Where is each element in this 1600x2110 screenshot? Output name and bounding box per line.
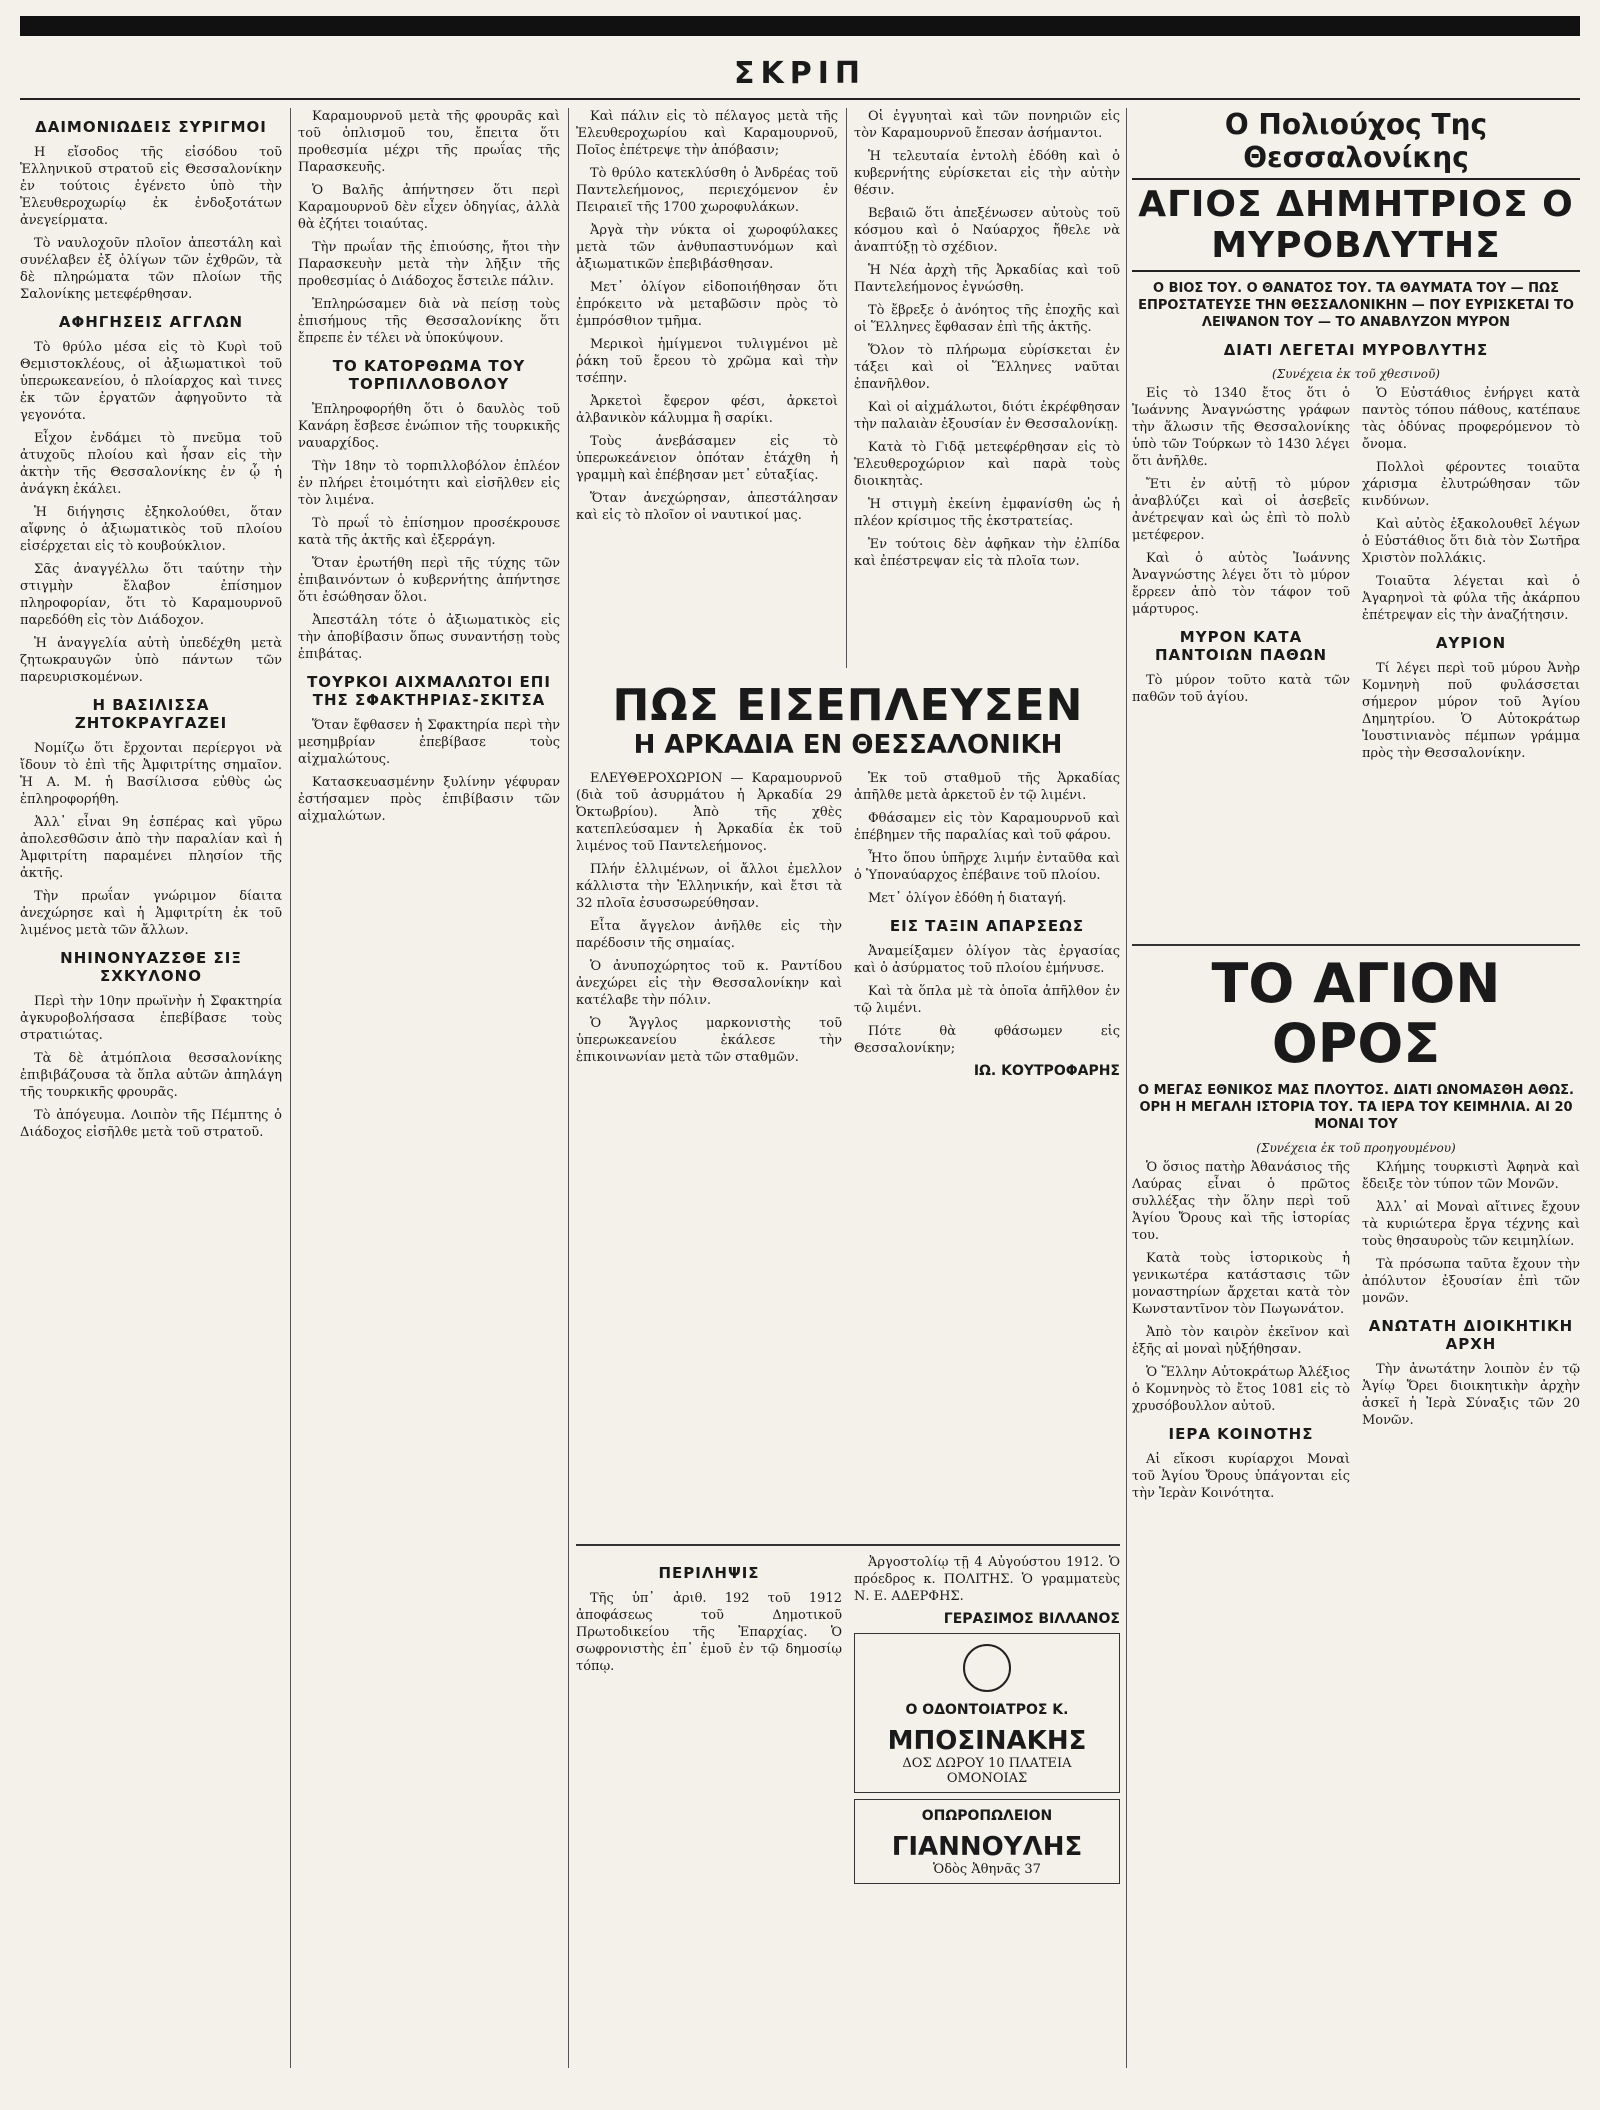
shop-ad (854, 1799, 1120, 1884)
athos-para: Τὰ πρόσωπα ταῦτα ἔχουν τὴν ἀπόλυτον ἐξουσίαν ἐπὶ τῶν μονῶν. (1362, 1257, 1580, 1306)
saint-title: Ο Πολιούχος Της Θεσσαλονίκης (1132, 108, 1580, 180)
col2-para: Τὴν πρωΐαν τῆς ἐπιούσης, ἤτοι τὴν Παρασκευὴν μετὰ τὴν λῆξιν τῆς προθεσμίας ὁ Διάδοχος ἔστειλε πάλιν. (298, 240, 560, 289)
col1-para: Ἀλλ᾽ εἶναι 9η ἑσπέρας καὶ γῦρω ἀπολεσθῶσιν ἀπὸ τὴν παραλίαν καὶ ἡ Ἀμφιτρίτη παραμένει πλησίον τῆς ἀκτῆς. (20, 815, 282, 881)
masthead-title: ΣΚΡΙΠ (734, 55, 866, 91)
column-separator (1126, 108, 1127, 2068)
column-4 (854, 108, 1120, 668)
masthead-rule (20, 98, 1580, 100)
top-dark-band (20, 16, 1580, 36)
athos-sub1-text: Τὴν ἀνωτάτην λοιπὸν ἐν τῷ Ἁγίῳ Ὄρει διοικητικὴν ἀρχὴν ἀσκεῖ ἡ Ἱερὰ Σύναξις τῶν 20 Μονῶν. (1362, 1362, 1580, 1428)
arkadia-right (854, 770, 1120, 1085)
col2-para: Τὴν 18ην τὸ τορπιλλοβόλον ἐπλέον ἐν πλήρει ἑτοιμότητι καὶ εἰσῆλθεν εἰς τὸν λιμένα. (298, 459, 560, 508)
col1-head-2: ΑΦΗΓΗΣΕΙΣ ΑΓΓΛΩΝ (58, 313, 244, 331)
col3-para: Ἀργὰ τὴν νύκτα οἱ χωροφύλακες μετὰ τῶν ἀνθυπαστυνόμων καὶ ἀξιωματικῶν ἐπεβιβάσθησαν. (576, 223, 838, 272)
arkadia-left (576, 770, 842, 1085)
col2-head-2: ΤΟΥΡΚΟΙ ΑΙΧΜΑΛΩΤΟΙ ΕΠΙ ΤΗΣ ΣΦΑΚΤΗΡΙΑΣ-ΣΚΙΤΣΑ (307, 673, 551, 709)
perilipsis-head: ΠΕΡΙΛΗΨΙΣ (658, 1564, 760, 1582)
col3-para: Ἀρκετοὶ ἔφερον φέσι, ἀρκετοὶ ἀλβανικὸν κάλυμμα ἢ σαρίκι. (576, 394, 838, 426)
col1-para: Ἡ διήγησις ἐξηκολούθει, ὅταν αἴφνης ὁ ἀξιωματικὸς τοῦ πλοίου εἰσέρχεται εἰς τὸ κουβούκλιον. (20, 505, 282, 554)
col1-para: Η εἴσοδος τῆς εἰσόδου τοῦ Ἑλληνικοῦ στρατοῦ εἰς Θεσσαλονίκην ἐν τούτοις ἐγένετο ὑπὸ τὴν Ἐλευθεροχωρίῳ ἐκ ἐνδοξοτάτων ἀνεγείρματα. (20, 145, 282, 228)
col4-para: Ἡ τελευταία ἐντολὴ ἐδόθη καὶ ὁ κυβερνήτης εὐρίσκεται εἰς τὴν αὐτὴν θέσιν. (854, 149, 1120, 198)
col1-para: Τὸ ναυλοχοῦν πλοῖον ἀπεστάλη καὶ συνέλαβεν ἐξ ὀλίγων τῶν ἐχθρῶν, τὰ δὲ πληρώματα τῶν πλοίων τῆς Σαλονίκης μετεφέρθησαν. (20, 236, 282, 302)
agion-oros-article (1132, 936, 1580, 2066)
col2-para: Ὅταν ἔφθασεν ἡ Σφακτηρία περὶ τὴν μεσημβρίαν ἐπεβίβασε τοὺς αἰχμαλώτους. (298, 718, 560, 767)
ads-right-text: Ἀργοστολίῳ τῇ 4 Αὐγούστου 1912. Ὁ πρόεδρος κ. ΠΟΛΙΤΗΣ. Ὁ γραμματεὺς Ν. Ε. ΑΔΕΡΦΗΣ. (854, 1555, 1120, 1604)
col4-para: Ὅλον τὸ πλήρωμα εὑρίσκεται ἐν τάξει καὶ οἱ Ἕλληνες ναῦται ἐπανῆλθον. (854, 343, 1120, 392)
athos-left (1132, 1159, 1350, 1508)
column-separator (568, 108, 569, 2068)
athos-caps: Ο ΜΕΓΑΣ ΕΘΝΙΚΟΣ ΜΑΣ ΠΛΟΥΤΟΣ. ΔΙΑΤΙ ΩΝΟΜΑΣΘΗ ΑΘΩΣ. ΟΡΗ Η ΜΕΓΑΛΗ ΙΣΤΟΡΙΑ ΤΟΥ. ΤΑ ΙΕΡΑ ΤΟΥ ΚΕΙΜΗΛΙΑ. ΑΙ 20 ΜΟΝΑΙ ΤΟΥ (1138, 1083, 1574, 1132)
shop-name: ΓΙΑΝΝΟΥΛΗΣ (891, 1832, 1083, 1862)
col3-para: Ὅταν ἀνεχώρησαν, ἀπεστάλησαν καὶ εἰς τὸ πλοῖον οἱ ναυτικοί μας. (576, 491, 838, 523)
saint-big-title: ΑΓΙΟΣ ΔΗΜΗΤΡΙΟΣ Ο ΜΥΡΟΒΛΥΤΗΣ (1132, 180, 1580, 272)
arkadia-para: Ἀναμείξαμεν ὀλίγον τὰς ἐργασίας καὶ ὁ ἀσύρματος τοῦ πλοίου ἐμήνυσε. (854, 944, 1120, 976)
arkadia-para: Εἶτα ἄγγελον ἀνῆλθε εἰς τὴν παρέδοσιν τῆς σημαίας. (576, 919, 842, 951)
arkadia-para: Φθάσαμεν εἰς τὸν Καραμουρνοῦ καὶ ἐπέβημεν τῆς παραλίας καὶ τοῦ φάρου. (854, 811, 1120, 843)
arkadia-para: Πλήν ἐλλιμένων, οἱ ἄλλοι ἐμελλον κάλλιστα τὴν Ἑλληνικήν, καὶ ἔτσι τὰ 32 πλοῖα ἐσυσσωρεύθησαν. (576, 862, 842, 911)
col1-para: Εἶχον ἐνδάμει τὸ πνεῦμα τοῦ ἀτυχοῦς πλοίου καὶ ἦσαν εἰς τὴν ἀκτὴν τῆς Θεσσαλονίκης ἐν ᾧ ἡ ἀνάγκη ἐκάλει. (20, 431, 282, 497)
arkadia-subheadline: Η ΑΡΚΑΔΙΑ ΕΝ ΘΕΣΣΑΛΟΝΙΚΗ (633, 730, 1063, 760)
col4-para: Βεβαιῶ ὅτι ἀπεξένωσεν αὐτοὺς τοῦ κόσμου καὶ ὁ Ναύαρχος ἤθελε νὰ ἀναπτύξῃ τὸ σχέδιον. (854, 206, 1120, 255)
col1-head-3: Η ΒΑΣΙΛΙΣΣΑ ΖΗΤΟΚΡΑΥΓΑΖΕΙ (74, 696, 228, 732)
col1-para: Σᾶς ἀναγγέλλω ὅτι ταύτην τὴν στιγμὴν ἔλαβον ἐπίσημον πληροφορίαν, ὅτι τὸ Καραμουρνοῦ παρεδόθη εἰς τὸν Διάδοχον. (20, 562, 282, 628)
saint-demetrios-article (1132, 108, 1580, 928)
column-1 (20, 108, 282, 2068)
athos-note: (Συνέχεια ἐκ τοῦ προηγουμένου) (1256, 1141, 1456, 1155)
shop-head: ΟΠΩΡΟΠΩΛΕΙΟΝ (921, 1808, 1053, 1824)
athos-para: Κλήμης τουρκιστὶ Ἀφηνὰ καὶ ἔδειξε τὸν τύπον τῶν Μονῶν. (1362, 1160, 1580, 1192)
ads-right-signature: ΓΕΡΑΣΙΜΟΣ ΒΙΛΛΑΝΟΣ (943, 1611, 1120, 1627)
athos-headline: ΤΟ ΑΓΙΟΝ ΟΡΟΣ (1211, 952, 1501, 1075)
col1-para: Περὶ τὴν 10ην πρωϊνὴν ἡ Σφακτηρία ἀγκυροβολήσασα ἐπεβίβασε τοὺς στρατιώτας. (20, 994, 282, 1043)
ads-right (854, 1554, 1120, 1890)
column-2 (298, 108, 560, 2068)
athos-para: Ὁ Ἕλλην Αὐτοκράτωρ Ἀλέξιος ὁ Κομνηνὸς τὸ ἔτος 1081 εἰς τὸ χρυσόβουλλον αὐτοῦ. (1132, 1365, 1350, 1414)
athos-sub1: ΑΝΩΤΑΤΗ ΔΙΟΙΚΗΤΙΚΗ ΑΡΧΗ (1368, 1317, 1574, 1353)
arkadia-para: Ἦτο ὅπου ὑπῆρχε λιμήν ἐνταῦθα καὶ ὁ Ὑποναύαρχος ἐπέβαινε τοῦ πλοίου. (854, 851, 1120, 883)
saint-para: Ἔτι ἐν αὐτῇ τὸ μύρον ἀναβλύζει καὶ οἱ ἀσεβεῖς ἀνέτρεψαν καὶ ὡς ἐπὶ τὸ πολὺ μετέφερον. (1132, 477, 1350, 543)
col1-head-4: ΝΗΙΝΟΝΥΑΖΣΘΕ ΣΙΞ ΣΧΚΥΛΟΝΟ (60, 949, 242, 985)
col2-para: Τὸ πρωΐ τὸ ἐπίσημον προσέκρουσε κατὰ τῆς ἀκτῆς καὶ ἐξερράγη. (298, 516, 560, 548)
col3-para: Μετ᾽ ὀλίγον εἰδοποιήθησαν ὅτι ἐπρόκειτο νὰ μεταβῶσιν πρὸς τὸ ἐμπρόσθιον τμῆμα. (576, 280, 838, 329)
ads-block (576, 1536, 1120, 2066)
athos-columns (1132, 1159, 1580, 1508)
saint-note: (Συνέχεια ἐκ τοῦ χθεσινοῦ) (1272, 367, 1440, 381)
saint-para: Τοιαῦτα λέγεται καὶ ὁ Ἀγαρηνοὶ τὰ φύλα τῆς ἀκάρπου ἐπέτρεψαν εἰς τὴν ἀναζήτησιν. (1362, 574, 1580, 623)
col4-para: Ἡ στιγμὴ ἐκείνη ἐμφανίσθη ὡς ἡ πλέον κρίσιμος τῆς ἐκστρατείας. (854, 497, 1120, 529)
saint-para: Πολλοὶ φέροντες τοιαῦτα χάρισμα ἐλυτρώθησαν τῶν κινδύνων. (1362, 460, 1580, 509)
athos-rule (1132, 944, 1580, 946)
col3-para: Μερικοὶ ἠμίγμενοι τυλιγμένοι μὲ ῥάκη τοῦ ἔρεου τὸ χρῶμα καὶ τὴν τσέπην. (576, 337, 838, 386)
saint-sub3: ΜΥΡΟΝ ΚΑΤΑ ΠΑΝΤΟΙΩΝ ΠΑΘΩΝ (1154, 628, 1328, 664)
dentist-head: Ο ΟΔΟΝΤΟΙΑΤΡΟΣ Κ. (905, 1702, 1069, 1718)
col2-para: Ἐπληρώσαμεν διὰ νὰ πείσῃ τοὺς ἐπισήμους τῆς Θεσσαλονίκης ὅτι ἔπρεπε ἐν τέλει νὰ ὑποκύψουν. (298, 297, 560, 346)
ads-columns (576, 1554, 1120, 1890)
col3-para: Τοὺς ἀνεβάσαμεν εἰς τὸ ὑπερωκεάνειον ὁπόταν ἐτάχθη ἡ γραμμὴ καὶ ἐπέβησαν μετ᾽ εὐταξίας. (576, 434, 838, 483)
col2-head-1: ΤΟ ΚΑΤΟΡΘΩΜΑ ΤΟΥ ΤΟΡΠΙΛΛΟΒΟΛΟΥ (332, 357, 526, 393)
saint-sub3-text: Τὸ μύρον τοῦτο κατὰ τῶν παθῶν τοῦ ἁγίου. (1132, 673, 1350, 705)
col4-para: Τὸ ἔβρεξε ὁ ἀνόητος τῆς ἐποχῆς καὶ οἱ Ἕλληνες ἔφθασαν ἐπὶ τῆς ἀκτῆς. (854, 303, 1120, 335)
col1-para: Τὰ δὲ ἀτμόπλοια θεσσαλονίκης ἐπιβιβάζουσα τὰ ὅπλα αὐτῶν ἀπηλάγη τῆς τουρκικῆς φρουρᾶς. (20, 1051, 282, 1100)
col4-para: Ἐν τούτοις δὲν ἀφῆκαν τὴν ἐλπίδα καὶ ἐπέστρεψαν εἰς τὰ πλοῖα των. (854, 537, 1120, 569)
athos-para: Κατὰ τοὺς ἱστορικοὺς ἡ γενικωτέρα κατάστασις τῶν μοναστηρίων ἄρχεται κατὰ τὸν Κωνσταντῖνον τὸν Πωγωνάτον. (1132, 1251, 1350, 1317)
saint-left (1132, 385, 1350, 768)
col2-para: Ὁ Βαλῆς ἀπήντησεν ὅτι περὶ Καραμουρνοῦ δὲν εἶχεν ὁδηγίας, ἀλλὰ θὰ ἐζήτει τοιαύτας. (298, 183, 560, 232)
athos-sub2: ΙΕΡΑ ΚΟΙΝΟΤΗΣ (1168, 1425, 1314, 1443)
col4-para: Ἡ Νέα ἀρχὴ τῆς Ἀρκαδίας καὶ τοῦ Παντελεήμονος ἐγνώσθη. (854, 263, 1120, 295)
saint-caps: Ο ΒΙΟΣ ΤΟΥ. Ο ΘΑΝΑΤΟΣ ΤΟΥ. ΤΑ ΘΑΥΜΑΤΑ ΤΟΥ — ΠΩΣ ΕΠΡΟΣΤΑΤΕΥΣΕ ΤΗΝ ΘΕΣΣΑΛΟΝΙΚΗΝ — ΠΟΥ ΕΥΡΙΣΚΕΤΑΙ ΤΟ ΛΕΙΨΑΝΟΝ ΤΟΥ — ΤΟ ΑΝΑΒΛΥΖΟΝ ΜΥΡΟΝ (1138, 281, 1574, 330)
col4-para: Καὶ οἱ αἰχμάλωτοι, διότι ἐκρέφθησαν τὴν παλαιὰν ἐξουσίαν ἐν Θεσσαλονίκῃ. (854, 400, 1120, 432)
col1-para: Τὴν πρωΐαν γνώριμον δίαιτα ἀνεχώρησε καὶ ἡ Ἀμφιτρίτη ἐκ τοῦ λιμένος μετὰ τῶν ἄλλων. (20, 889, 282, 938)
col1-para: Τὸ ἀπόγευμα. Λοιπὸν τῆς Πέμπτης ὁ Διάδοχος εἰσῆλθε μετὰ τοῦ στρατοῦ. (20, 1108, 282, 1140)
saint-sub2: ΑΥΡΙΟΝ (1435, 634, 1507, 652)
arkadia-signature: ΙΩ. ΚΟΥΤΡΟΦΑΡΗΣ (973, 1063, 1120, 1079)
saint-para: Εἰς τὸ 1340 ἔτος ὅτι ὁ Ἰωάννης Ἀναγνώστης γράφων τὴν ἅλωσιν τῆς Θεσσαλονίκης ὑπὸ τῶν Τούρκων τὸ 1430 λέγει ὅτι ἀνῆλθε. (1132, 386, 1350, 469)
col1-para: Ἡ ἀναγγελία αὐτὴ ὑπεδέχθη μετὰ ζητωκραυγῶν ὑπὸ πάντων τῶν παρευρισκομένων. (20, 636, 282, 685)
saint-para: Τί λέγει περὶ τοῦ μύρου Ἀνὴρ Κομνηνὴ ποῦ φυλάσσεται σήμερον μύρον τοῦ Ἁγίου Δημητρίου. Ὁ Αὐτοκράτωρ Ἰουστινιανὸς πέμπων γράμμα πρὸς τὴν Θεσσαλονίκην. (1362, 661, 1580, 761)
arkadia-para: Ἐκ τοῦ σταθμοῦ τῆς Ἀρκαδίας ἀπῆλθε μετὰ ἀρκετοῦ ἐν τῷ λιμένι. (854, 771, 1120, 803)
arkadia-para: Πότε θὰ φθάσωμεν εἰς Θεσσαλονίκην; (854, 1024, 1120, 1056)
col3-para: Καὶ πάλιν εἰς τὸ πέλαγος μετὰ τῆς Ἐλευθεροχωρίου καὶ Καραμουρνοῦ, Ποῖος ἐπέτρεψε τὴν ἀπόβασιν; (576, 109, 838, 158)
saint-sub1: ΔΙΑΤΙ ΛΕΓΕΤΑΙ ΜΥΡΟΒΛΥΤΗΣ (1223, 341, 1489, 359)
saint-para: Καὶ αὐτὸς ἐξακολουθεῖ λέγων ὁ Εὐστάθιος ὅτι διὰ τὸν Σωτῆρα Χριστὸν πολλάκις. (1362, 517, 1580, 566)
col2-para: Κατασκευασμένην ξυλίνην γέφυραν ἐστήσαμεν πρὸς ἐπιβίβασιν τῶν αἰχμαλώτων. (298, 775, 560, 824)
stamp-emblem-icon (963, 1644, 1011, 1692)
arkadia-para: Ὁ Ἄγγλος μαρκονιστὴς τοῦ ὑπερωκεανείου ἐκάλεσε τὴν ἐπικοινωνίαν μετὰ τῶν σταθμῶν. (576, 1016, 842, 1065)
ads-left (576, 1554, 842, 1890)
col2-para: Ὅταν ἐρωτήθη περὶ τῆς τύχης τῶν ἐπιβαινόντων ὁ κυβερνήτης ἀπήντησε ὅτι ἐσώθησαν ὅλοι. (298, 556, 560, 605)
saint-para: Ὁ Εὐστάθιος ἐνήργει κατὰ παντὸς τόπου πάθους, κατέπαυε τὰς ὀδύνας προφερόμενον τὸ ὄνομα. (1362, 386, 1580, 452)
arkadia-para: Μετ᾽ ὀλίγον ἐδόθη ἡ διαταγή. (868, 891, 1067, 906)
col4-para: Κατὰ τὸ Γιδᾷ μετεφέρθησαν εἰς τὸ Ἐλευθεροχώριον καὶ παρὰ τοὺς διοικητὰς. (854, 440, 1120, 489)
saint-columns (1132, 385, 1580, 768)
shop-text: Ὁδὸς Ἀθηνᾶς 37 (933, 1862, 1041, 1877)
athos-para: Ὁ ὅσιος πατὴρ Ἀθανάσιος τῆς Λαύρας εἶναι ὁ πρῶτος συλλέξας τὴν ὅλην περὶ τοῦ Ἁγίου Ὄρους καὶ τῆς ἱστορίας του. (1132, 1160, 1350, 1243)
saint-right (1362, 385, 1580, 768)
dentist-text: ΔΟΣ ΔΩΡΟΥ 10 ΠΛΑΤΕΙΑ ΟΜΟΝΟΙΑΣ (902, 1756, 1072, 1786)
athos-sub2-text: Αἱ εἴκοσι κυρίαρχοι Μοναὶ τοῦ Ἁγίου Ὄρους ὑπάγονται εἰς τὴν Ἱερὰν Κοινότητα. (1132, 1452, 1350, 1501)
col1-para: Τὸ θρύλο μέσα εἰς τὸ Κυρὶ τοῦ Θεμιστοκλέους, οἱ ἀξιωματικοὶ τοῦ ὑπερωκεανείου, ὁ πλοίαρχος καὶ τινες ἐκ τῶν ἐργατῶν ἀφηγοῦντο τὰ γεγονότα. (20, 340, 282, 423)
col4-para: Οἱ ἐγγυηταὶ καὶ τῶν πονηριῶν εἰς τὸν Καραμουρνοῦ ἔπεσαν ἀσήμαντοι. (854, 109, 1120, 141)
column-3 (576, 108, 838, 668)
col2-para: Ἀπεστάλη τότε ὁ ἀξιωματικὸς εἰς τὴν ἀποβίβασιν ὅπως συναντήσῃ τοὺς ἐπιβάτας. (298, 613, 560, 662)
col2-para: Καραμουρνοῦ μετὰ τῆς φρουρᾶς καὶ τοῦ ὁπλισμοῦ του, ἔπειτα ὅτι προθεσμία μέχρι τῆς πρωΐας τῆς Παρασκευῆς. (298, 109, 560, 175)
col2-para: Ἐπληροφορήθη ὅτι ὁ δαυλὸς τοῦ Κανάρη ἔσβεσε ἐνώπιον τῆς τουρκικῆς ναυαρχίδος. (298, 402, 560, 451)
column-separator (290, 108, 291, 2068)
masthead (20, 50, 1580, 96)
athos-right (1362, 1159, 1580, 1508)
arkadia-headline: ΠΩΣ ΕΙΣΕΠΛΕΥΣΕΝ (612, 680, 1084, 731)
column-separator (846, 108, 847, 668)
col3-para: Τὸ θρύλο κατεκλύσθη ὁ Ἀνδρέας τοῦ Παντελεήμονος, περιεχόμενον ἐν Πειραιεῖ τῆς 1700 χωροφυλάκων. (576, 166, 838, 215)
athos-para: Ἀλλ᾽ αἱ Μοναὶ αἴτινες ἔχουν τὰ κυριώτερα ἔργα τέχνης καὶ τοὺς θησαυροὺς τῶν κειμηλίων. (1362, 1200, 1580, 1249)
saint-para: Καὶ ὁ αὐτὸς Ἰωάννης Ἀναγνώστης λέγει ὅτι τὸ μύρον ἔρρεεν ἀπὸ τὸν τάφον τοῦ μάρτυρος. (1132, 551, 1350, 617)
newspaper-page (20, 16, 1580, 2076)
arkadia-para: ΕΛΕΥΘΕΡΟΧΩΡΙΟΝ — Καραμουρνοῦ (διὰ τοῦ ἀσυρμάτου ἡ Ἀρκαδία 29 Ὀκτωβρίου). Ἀπὸ τῆς χθὲς κατεπλεύσαμεν ἡ Ἀρκαδία ἐκ τοῦ λιμένος τοῦ Παντελεήμονος. (576, 771, 842, 854)
dentist-ad (854, 1633, 1120, 1793)
ads-rule (576, 1544, 1120, 1546)
arkadia-para: Καὶ τὰ ὅπλα μὲ τὰ ὁποῖα ἀπῆλθον ἐν τῷ λιμένι. (854, 984, 1120, 1016)
perilipsis-text: Τῆς ὑπ᾽ ἀριθ. 192 τοῦ 1912 ἀποφάσεως τοῦ Δημοτικοῦ Πρωτοδικείου τῆς Ἐπαρχίας. Ὁ σωφρονιστὴς ἐπ᾽ ἐμοῦ ἐν τῷ δημοσίῳ τόπῳ. (576, 1591, 842, 1674)
athos-para: Ἀπὸ τὸν καιρὸν ἐκεῖνον καὶ ἑξῆς αἱ μοναὶ ηὐξήθησαν. (1132, 1325, 1350, 1357)
col1-para: Νομίζω ὅτι ἔρχονται περίεργοι νὰ ἴδουν τὸ ἐπὶ τῆς Ἀμφιτρίτης σημαῖον. Ἡ Α. Μ. ἡ Βασίλισσα εὐθὺς ὡς ἐπληροφορήθη. (20, 741, 282, 807)
arkadia-para: Ὁ ἀνυποχώρητος τοῦ κ. Ραντίδου ἀνεχώρει εἰς τὴν Θεσσαλονίκην καὶ κατέλαβε τὴν πόλιν. (576, 959, 842, 1008)
arkadia-story (576, 676, 1120, 1526)
arkadia-columns (576, 770, 1120, 1085)
dentist-name: ΜΠΟΣΙΝΑΚΗΣ (887, 1726, 1087, 1756)
arkadia-section-head: ΕΙΣ ΤΑΞΙΝ ΑΠΑΡΣΕΩΣ (889, 917, 1085, 935)
col1-head-1: ΔΑΙΜΟΝΙΩΔΕΙΣ ΣΥΡΙΓΜΟΙ (35, 118, 267, 136)
